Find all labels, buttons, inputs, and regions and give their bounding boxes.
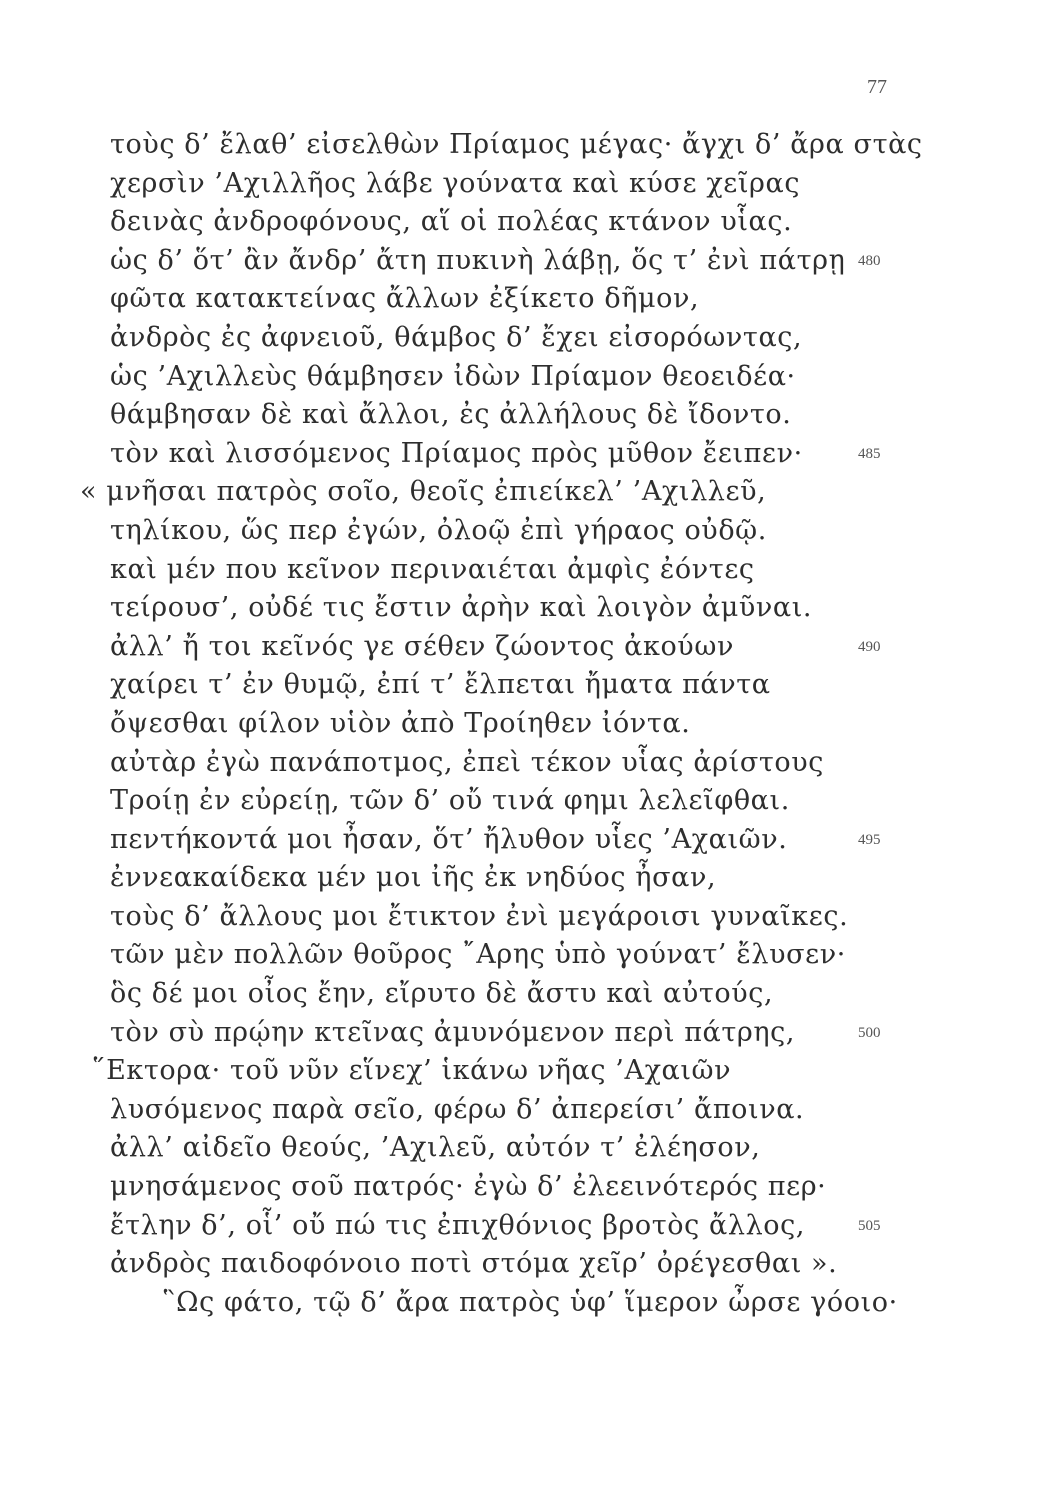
verse-text: τὸν καὶ λισσόμενος Πρίαμος πρὸς μῦθον ἔειπεν· — [110, 437, 803, 469]
verse-text: ὃς δέ μοι οἶος ἔην, εἴρυτο δὲ ἄστυ καὶ αὐτούς, — [110, 978, 774, 1010]
verse-line — [0, 1052, 1045, 1091]
verse-text: ὡς ’Αχιλλεὺς θάμβησεν ἰδὼν Πρίαμον θεοειδέα· — [110, 360, 796, 392]
line-number: 500 — [858, 1024, 881, 1041]
verse-line — [0, 319, 1045, 358]
verse-text: « μνῆσαι πατρὸς σοῖο, θεοῖς ἐπιείκελ’ ’Αχιλλεῦ, — [80, 476, 767, 508]
verse-text: χαίρει τ’ ἐν θυμῷ, ἐπί τ’ ἔλπεται ἤματα πάντα — [110, 669, 771, 701]
verse-text: ἀλλ’ αἰδεῖο θεούς, ’Αχιλεῦ, αὐτόν τ’ ἐλέησον, — [110, 1132, 761, 1164]
line-number: 495 — [858, 831, 881, 848]
verse-text: ῝Ως φάτο, τῷ δ’ ἄρα πατρὸς ὑφ’ ἵμερον ὦρσε γόοιο· — [162, 1286, 898, 1318]
verse-line — [0, 396, 1045, 435]
verse-text: ῞Εκτορα· τοῦ νῦν εἵνεχ’ ἱκάνω νῆας ’Αχαιῶν — [92, 1055, 732, 1087]
verse-line — [0, 589, 1045, 628]
verse-text: δεινὰς ἀνδροφόνους, αἵ οἱ πολέας κτάνον υἷας. — [110, 206, 793, 238]
verse-line — [0, 821, 1045, 860]
verse-text: θάμβησαν δὲ καὶ ἄλλοι, ἐς ἀλλήλους δὲ ἴδοντο. — [110, 399, 792, 431]
line-number: 505 — [858, 1217, 881, 1234]
verse-line — [0, 1245, 1045, 1284]
verse-line — [0, 1207, 1045, 1246]
verse-text: τῶν μὲν πολλῶν θοῦρος ῎Αρης ὑπὸ γούνατ’ ἔλυσεν· — [110, 939, 846, 971]
verse-line — [0, 242, 1045, 281]
line-number: 480 — [858, 252, 881, 269]
page-number: 77 — [867, 76, 887, 98]
verse-text: χερσὶν ’Αχιλλῆος λάβε γούνατα καὶ κύσε χεῖρας — [110, 167, 801, 199]
verse-text: λυσόμενος παρὰ σεῖο, φέρω δ’ ἀπερείσι’ ἄποινα. — [110, 1093, 805, 1125]
verse-line — [0, 859, 1045, 898]
verse-line — [0, 705, 1045, 744]
verse-line — [0, 628, 1045, 667]
verse-line — [0, 473, 1045, 512]
verse-text: τείρουσ’, οὐδέ τις ἔστιν ἀρὴν καὶ λοιγὸν ἀμῦναι. — [110, 592, 813, 624]
poem-text — [0, 126, 1045, 1322]
verse-text: τηλίκου, ὥς περ ἐγών, ὀλοῷ ἐπὶ γήραος οὐδῷ. — [110, 514, 767, 546]
verse-text: καὶ μέν που κεῖνον περιναιέται ἀμφὶς ἐόντες — [110, 553, 755, 585]
verse-line — [0, 165, 1045, 204]
verse-text: τοὺς δ’ ἔλαθ’ εἰσελθὼν Πρίαμος μέγας· ἄγχι δ’ ἄρα στὰς — [110, 129, 923, 160]
line-number: 490 — [858, 638, 881, 655]
verse-text: ἀλλ’ ἤ τοι κεῖνός γε σέθεν ζώοντος ἀκούων — [110, 630, 734, 662]
verse-text: ἐννεακαίδεκα μέν μοι ἰῆς ἐκ νηδύος ἦσαν, — [110, 862, 717, 894]
verse-line — [0, 975, 1045, 1014]
verse-text: ὡς δ’ ὅτ’ ἂν ἄνδρ’ ἄτη πυκινὴ λάβῃ, ὅς τ’ ἐνὶ πάτρῃ — [110, 244, 846, 276]
verse-line — [0, 551, 1045, 590]
verse-text: ἀνδρὸς ἐς ἀφνειοῦ, θάμβος δ’ ἔχει εἰσορόωντας, — [110, 321, 803, 353]
verse-line — [0, 744, 1045, 783]
verse-line — [0, 280, 1045, 319]
verse-line — [0, 512, 1045, 551]
verse-line — [0, 1129, 1045, 1168]
verse-text: πεντήκοντά μοι ἦσαν, ὅτ’ ἤλυθον υἷες ’Αχαιῶν. — [110, 823, 788, 855]
verse-text: ἔτλην δ’, οἷ’ οὔ πώ τις ἐπιχθόνιος βροτὸς ἄλλος, — [110, 1209, 806, 1241]
verse-text: ἀνδρὸς παιδοφόνοιο ποτὶ στόμα χεῖρ’ ὀρέγεσθαι ». — [110, 1248, 838, 1280]
verse-line — [0, 1014, 1045, 1053]
verse-line — [0, 1284, 1045, 1323]
verse-text: αὐτὰρ ἐγὼ πανάποτμος, ἐπεὶ τέκον υἷας ἀρίστους — [110, 746, 824, 778]
verse-line — [0, 782, 1045, 821]
verse-line — [0, 435, 1045, 474]
verse-line — [0, 1168, 1045, 1207]
verse-line — [0, 358, 1045, 397]
verse-text: Τροίῃ ἐν εὐρείῃ, τῶν δ’ οὔ τινά φημι λελεῖφθαι. — [110, 785, 790, 817]
verse-line — [0, 666, 1045, 705]
verse-text: μνησάμενος σοῦ πατρός· ἐγὼ δ’ ἐλεεινότερός περ· — [110, 1171, 827, 1203]
verse-line — [0, 203, 1045, 242]
verse-text: τοὺς δ’ ἄλλους μοι ἔτικτον ἐνὶ μεγάροισι γυναῖκες. — [110, 900, 849, 932]
verse-line — [0, 936, 1045, 975]
verse-text: τὸν σὺ πρῴην κτεῖνας ἀμυνόμενον περὶ πάτρης, — [110, 1016, 796, 1048]
verse-line — [0, 1091, 1045, 1130]
verse-line — [0, 126, 1045, 165]
verse-line — [0, 898, 1045, 937]
verse-text: φῶτα κατακτείνας ἄλλων ἐξίκετο δῆμον, — [110, 283, 700, 315]
line-number: 485 — [858, 445, 881, 462]
verse-text: ὄψεσθαι φίλον υἱὸν ἀπὸ Τροίηθεν ἰόντα. — [110, 707, 691, 739]
